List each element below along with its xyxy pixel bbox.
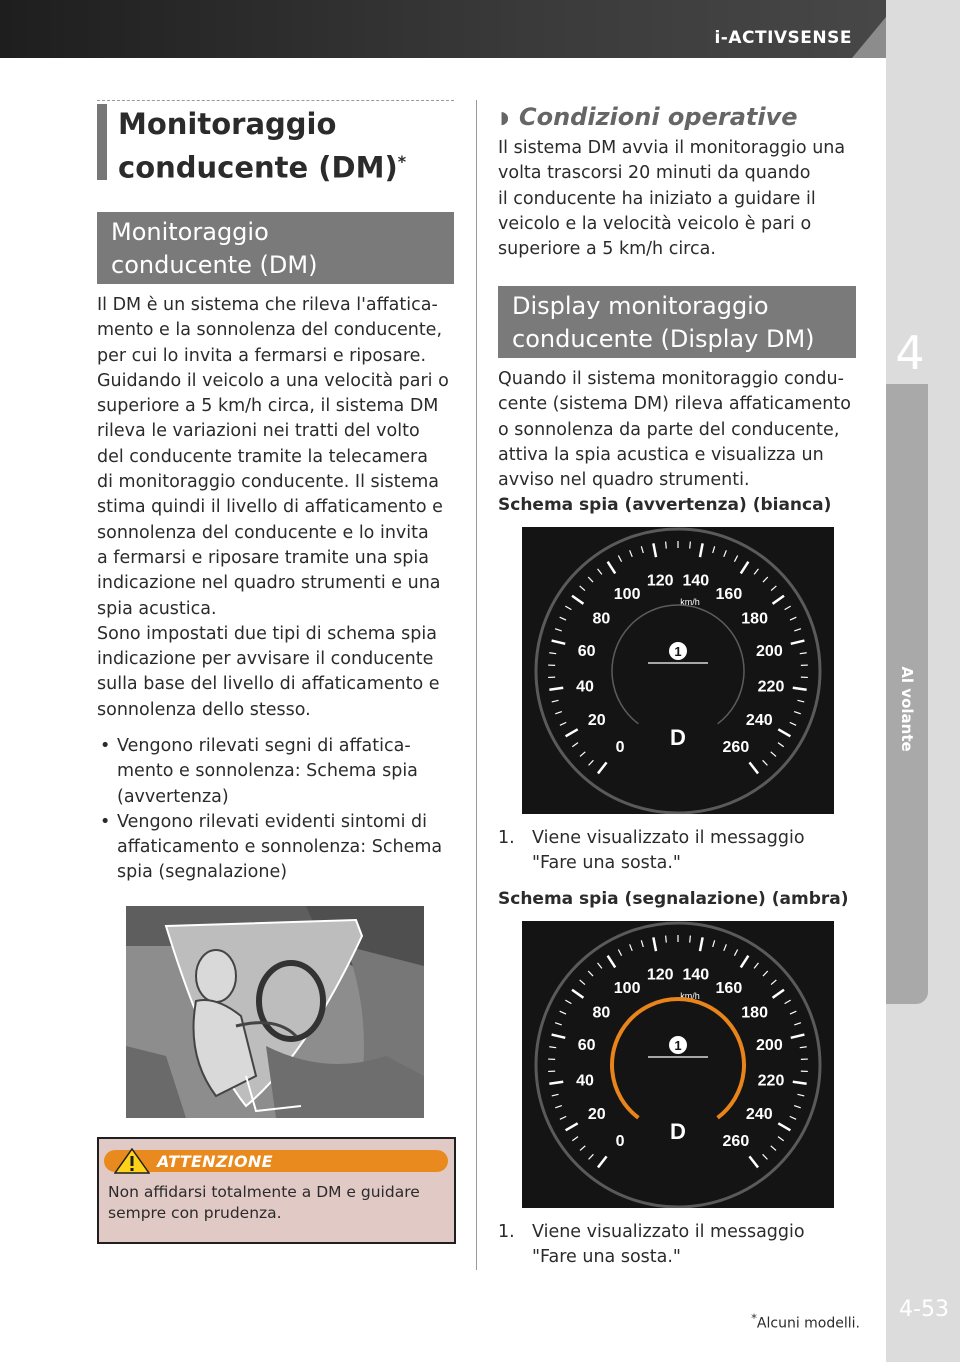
gauge-speed-label: 100 xyxy=(613,585,641,603)
chapter-tab-label: Al volante xyxy=(898,666,916,752)
gauge-speed-label: 120 xyxy=(646,966,674,984)
gauge-speed-label: 80 xyxy=(592,1004,611,1022)
gauge-tick xyxy=(552,700,559,702)
gauge-tick xyxy=(791,641,805,644)
pattern-white-title: Schema spia (avvertenza) (bianca) xyxy=(498,495,832,515)
gauge-tick xyxy=(771,586,776,591)
gauge-speed-label: 40 xyxy=(576,678,594,696)
gauge-speed-label: 140 xyxy=(682,966,710,984)
gauge-callout-number: 1 xyxy=(674,1038,682,1053)
gauge-speed-label: 160 xyxy=(715,585,743,603)
gauge-tick xyxy=(549,688,563,690)
gauge-tick xyxy=(555,1106,562,1108)
gauge-tick xyxy=(724,550,727,556)
gauge-tick xyxy=(778,729,790,736)
pattern-bullet-list xyxy=(100,734,455,886)
gauge-tick xyxy=(797,1094,804,1096)
gauge-tick xyxy=(549,1047,556,1048)
gauge-speed-label: 260 xyxy=(722,1133,750,1151)
gauge-tick xyxy=(580,586,585,591)
gauge-speed-label: 0 xyxy=(615,739,625,757)
gauge-speed-label: 200 xyxy=(756,1036,783,1054)
footnote-marker: * xyxy=(751,1311,757,1325)
gauge-tick xyxy=(572,1137,578,1141)
gauge-tick xyxy=(763,971,768,976)
gauge-tick xyxy=(791,1035,805,1038)
gauge-tick xyxy=(653,937,656,951)
gauge-tick xyxy=(741,562,749,574)
gauge-tick xyxy=(700,543,703,557)
gauge-tick xyxy=(580,980,585,985)
column-divider xyxy=(476,100,477,1270)
gauge-tick xyxy=(552,1094,559,1096)
gauge-tick xyxy=(800,653,807,654)
gauge-tick xyxy=(741,956,749,968)
gauge-callout-number: 1 xyxy=(674,644,682,659)
gauge-tick xyxy=(580,752,585,757)
gauge-speed-label: 0 xyxy=(615,1133,625,1151)
gauge-tick xyxy=(749,1156,758,1167)
main-heading xyxy=(118,106,448,187)
dm-description: Il DM è un sistema che rileva l'affatica- mento e la sonnolenza del conducente, per cui lo invita a fermarsi e riposare. Guidando il veicolo a una velocità pari o superiore a 5 km/h circa, il sistema DM rileva le variazioni nei tratti del volto del conducente tramite la telecamera di monitoraggio conducente. Il sistema stima quindi il livello di affaticamento e sonnolenza del conducente e lo invita a fermarsi e riposare tramite una spia indicazione nel quadro strumenti e una spia acustica. Sono impostati due tipi di schema spia indicazione per avvisare il conducente sulla base del livello di affaticamento e sonnolenza dello stesso. xyxy=(97,295,449,720)
gauge-speed-label: 120 xyxy=(646,572,674,590)
gauge-tick xyxy=(560,617,566,620)
gauge-tick xyxy=(778,1123,790,1130)
gauge-speed-label: 240 xyxy=(745,1106,773,1124)
gauge-speed-label: 40 xyxy=(576,1072,594,1090)
gauge-tick xyxy=(566,1123,578,1130)
gauge-tick xyxy=(598,762,607,773)
gauge-speed-label: 220 xyxy=(757,1072,785,1090)
page-number: 4-53 xyxy=(899,1297,949,1322)
gauge-inner-arc xyxy=(612,999,744,1118)
driver-camera-illustration xyxy=(126,906,424,1118)
gauge-tick xyxy=(549,1082,563,1084)
list-item: • Vengono rilevati segni di affatica- mento e sonnolenza: Schema spia (avvertenza) xyxy=(100,734,455,810)
gauge-tick xyxy=(794,1106,801,1108)
gauge-tick xyxy=(598,1156,607,1167)
gauge-tick xyxy=(580,1146,585,1151)
gauge-tick xyxy=(572,596,583,604)
gauge-speed-label: 100 xyxy=(613,979,641,997)
gauge-tick xyxy=(552,641,566,644)
gauge-speed-label: 60 xyxy=(577,1036,596,1054)
gauge-tick xyxy=(608,956,616,968)
gauge-tick xyxy=(763,577,768,582)
gauge-tick xyxy=(713,940,715,947)
gauge-tick xyxy=(572,990,583,998)
gauge-tick xyxy=(560,722,566,725)
section-heading-dm xyxy=(97,212,454,284)
gauge-tick xyxy=(618,949,621,955)
display-dm-description: Quando il sistema monitoraggio condu- cente (sistema DM) rileva affaticamento o sonnolenza da parte del conducente, attiva la spia acustica e visualizza un avviso nel quadro strumenti. xyxy=(498,369,851,491)
operating-conditions-text: Il sistema DM avvia il monitoraggio una volta trascorsi 20 minuti da quando il conducente ha iniziato a guidare il veicolo e la velocità veicolo è pari o superiore a 5 km/h circa. xyxy=(498,138,846,260)
speedometer-amber xyxy=(522,921,834,1208)
gauge-tick xyxy=(552,1035,566,1038)
gauge-speed-label: 20 xyxy=(587,712,606,730)
gauge-tick xyxy=(797,700,804,702)
gauge-tick xyxy=(608,562,616,574)
gauge-tick xyxy=(641,546,643,553)
section-title: i-ACTIVSENSE xyxy=(714,28,852,48)
caution-text: Non affidarsi totalmente a DM e guidare sempre con prudenza. xyxy=(108,1183,420,1222)
gauge-tick xyxy=(589,760,594,765)
gauge-tick xyxy=(771,1146,776,1151)
operating-conditions-heading xyxy=(500,103,798,131)
gauge-tick xyxy=(773,990,784,998)
gauge-tick xyxy=(785,606,791,609)
gauge-tick xyxy=(790,722,796,725)
gauge-tick xyxy=(790,1116,796,1119)
caution-header-bar xyxy=(104,1150,448,1172)
section-marker-icon: ◗ xyxy=(500,108,509,128)
gauge-speed-label: 140 xyxy=(682,572,710,590)
footnote xyxy=(700,1311,860,1332)
gauge-tick xyxy=(773,596,784,604)
gauge-speed-label: 200 xyxy=(756,642,783,660)
gauge-tick xyxy=(778,1137,784,1141)
section-heading-display-dm xyxy=(498,286,856,358)
gauge-tick xyxy=(794,712,801,714)
gauge-tick xyxy=(630,944,633,950)
chapter-number: 4 xyxy=(895,326,925,380)
list-item-number: 1. xyxy=(498,828,515,848)
gauge-speed-label: 240 xyxy=(745,712,773,730)
gauge-speed-label: 80 xyxy=(592,610,611,628)
gauge-tick xyxy=(565,606,571,609)
gauge-tick xyxy=(555,629,562,631)
gauge-tick xyxy=(572,743,578,747)
gauge-tick xyxy=(598,963,602,968)
gauge-speed-label: 180 xyxy=(741,610,768,628)
gauge-tick xyxy=(763,760,768,765)
gauge-tick xyxy=(549,653,556,654)
gauge-tick xyxy=(754,569,758,574)
gauge-tick xyxy=(713,546,715,553)
gauge-tick xyxy=(666,936,667,943)
gauge-tick xyxy=(566,729,578,736)
gauge-tick xyxy=(749,762,758,773)
gauge-tick xyxy=(565,1000,571,1003)
gauge-tick xyxy=(560,1011,566,1014)
list-item-number: 1. xyxy=(498,1222,515,1242)
gauge-tick xyxy=(793,688,807,690)
gauge-tick xyxy=(794,629,801,631)
warning-triangle-icon xyxy=(114,1148,150,1174)
list-item: • Vengono rilevati evidenti sintomi di affaticamento e sonnolenza: Schema spia (segnalazione) xyxy=(100,810,455,886)
gauge-tick xyxy=(690,936,691,943)
list-item-text: Viene visualizzato il messaggio "Fare una sosta." xyxy=(532,828,805,874)
gauge-tick xyxy=(724,944,727,950)
gauge-tick xyxy=(793,1082,807,1084)
gauge-tick xyxy=(800,1047,807,1048)
gauge-tick xyxy=(754,963,758,968)
gauge-tick xyxy=(771,980,776,985)
gauge-inner-arc xyxy=(612,605,744,724)
gauge-gear-indicator: D xyxy=(670,1119,686,1144)
gauge-tick xyxy=(763,1154,768,1159)
gauge-tick xyxy=(700,937,703,951)
gauge-speed-label: 180 xyxy=(741,1004,768,1022)
gauge-tick xyxy=(785,1000,791,1003)
gauge-unit-label: km/h xyxy=(680,991,700,1001)
gauge-outer-ring xyxy=(536,529,820,813)
main-heading-text: Monitoraggio conducente (DM) xyxy=(118,107,398,185)
caution-title: ATTENZIONE xyxy=(157,1152,273,1171)
gauge-tick xyxy=(690,542,691,549)
gauge-tick xyxy=(790,1011,796,1014)
gauge-outer-ring xyxy=(536,923,820,1207)
gauge-speed-label: 260 xyxy=(722,739,750,757)
gauge-tick xyxy=(771,752,776,757)
gauge-tick xyxy=(630,550,633,556)
gauge-speed-label: 20 xyxy=(587,1106,606,1124)
gauge-speed-label: 60 xyxy=(577,642,596,660)
list-item-text: Viene visualizzato il messaggio "Fare una sosta." xyxy=(532,1222,805,1268)
gauge-tick xyxy=(598,569,602,574)
gauge-tick xyxy=(641,940,643,947)
gauge-tick xyxy=(794,1023,801,1025)
gauge-tick xyxy=(790,617,796,620)
section-heading-display-dm-text: Display monitoraggio conducente (Display DM) xyxy=(512,292,815,353)
gauge-tick xyxy=(734,949,737,955)
gauge-tick xyxy=(618,555,621,561)
gauge-tick xyxy=(778,743,784,747)
section-heading-dm-text: Monitoraggio conducente (DM) xyxy=(111,218,318,279)
gauge-tick xyxy=(560,1116,566,1119)
gauge-tick xyxy=(555,1023,562,1025)
main-heading-marker: * xyxy=(397,152,407,171)
gauge-speed-label: 160 xyxy=(715,979,743,997)
gauge-tick xyxy=(555,712,562,714)
gauge-tick xyxy=(589,1154,594,1159)
gauge-speed-label: 220 xyxy=(757,678,785,696)
gauge-tick xyxy=(588,577,593,582)
operating-conditions-heading-text: Condizioni operative xyxy=(518,103,798,131)
gauge-tick xyxy=(734,555,737,561)
speedometer-white xyxy=(522,527,834,814)
main-heading-bar xyxy=(97,104,107,180)
gauge-tick xyxy=(666,542,667,549)
header-bar xyxy=(0,0,960,58)
gauge-tick xyxy=(588,971,593,976)
footnote-text: Alcuni modelli. xyxy=(756,1315,860,1332)
pattern-amber-title: Schema spia (segnalazione) (ambra) xyxy=(498,889,849,909)
gauge-tick xyxy=(653,543,656,557)
gauge-unit-label: km/h xyxy=(680,597,700,607)
gauge-gear-indicator: D xyxy=(670,725,686,750)
